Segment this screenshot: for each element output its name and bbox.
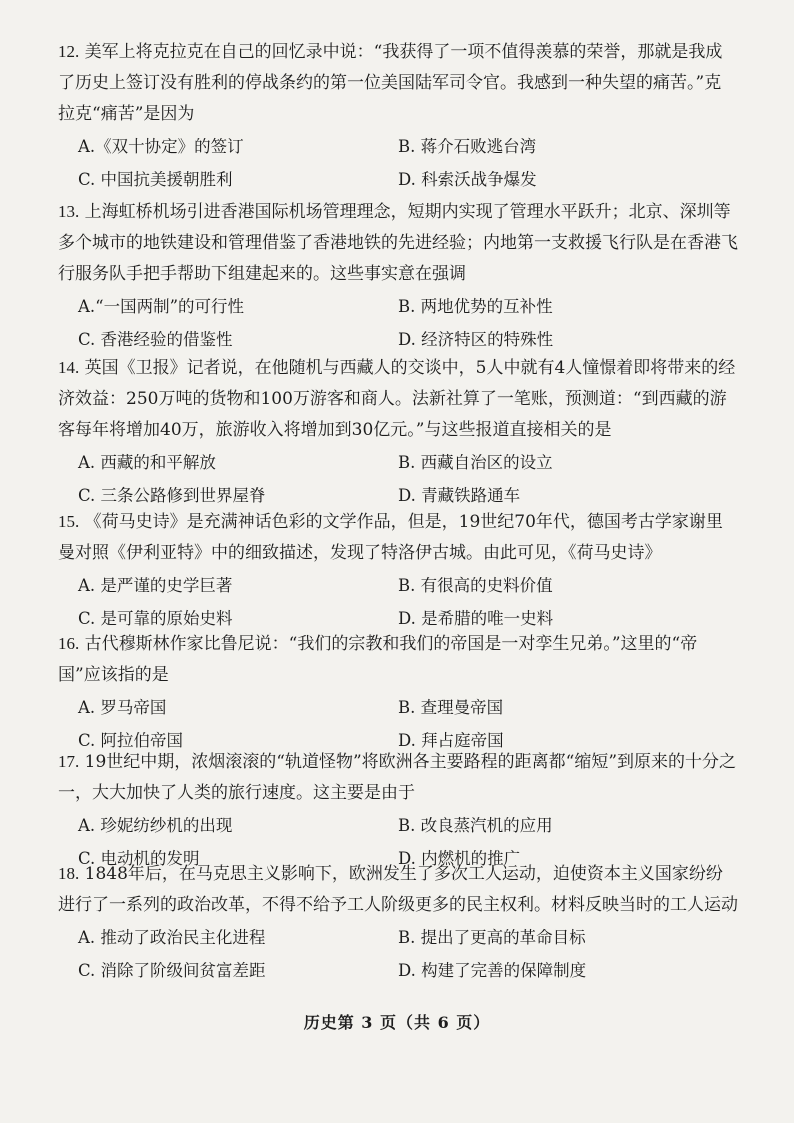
- option-b[interactable]: B. 两地优势的互补性: [398, 297, 553, 316]
- options-list: [78, 921, 738, 987]
- options-list: [78, 290, 738, 356]
- question-18: [58, 858, 738, 987]
- option-d[interactable]: D. 经济特区的特殊性: [398, 330, 554, 349]
- option-a[interactable]: A. 推动了政治民主化进程: [78, 928, 266, 947]
- option-a[interactable]: A. 西藏的和平解放: [78, 453, 216, 472]
- option-d[interactable]: D. 科索沃战争爆发: [398, 170, 537, 189]
- question-number: 12.: [58, 42, 80, 61]
- question-text: 1848年后，在马克思主义影响下，欧洲发生了多次工人运动，迫使资本主义国家纷纷进行了一系列的政治改革，不得不给予工人阶级更多的民主权利。材料反映当时的工人运动: [58, 864, 738, 915]
- option-d[interactable]: D. 是希腊的唯一史料: [398, 609, 554, 628]
- question-13: [58, 196, 738, 356]
- option-c[interactable]: C. 是可靠的原始史料: [78, 609, 233, 628]
- option-c[interactable]: C. 香港经验的借鉴性: [78, 330, 233, 349]
- option-d[interactable]: D. 内燃机的推广: [398, 849, 521, 868]
- options-list: [78, 130, 738, 196]
- question-stem: [58, 746, 738, 809]
- question-number: 14.: [58, 358, 80, 377]
- option-b[interactable]: B. 有很高的史料价值: [398, 576, 553, 595]
- option-c[interactable]: C. 阿拉伯帝国: [78, 731, 184, 750]
- question-text: 美军上将克拉克在自己的回忆录中说：“我获得了一项不值得羡慕的荣誉，那就是我成了历史上签订没有胜利的停战条约的第一位美国陆军司令官。我感到一种失望的痛苦。”克拉克“痛苦”是因为: [58, 42, 723, 124]
- option-c[interactable]: C. 三条公路修到世界屋脊: [78, 486, 266, 505]
- option-b[interactable]: B. 查理曼帝国: [398, 698, 504, 717]
- question-stem: [58, 352, 738, 446]
- question-text: 英国《卫报》记者说，在他随机与西藏人的交谈中，5人中就有4人憧憬着即将带来的经济效益：250万吨的货物和100万游客和商人。法新社算了一笔账，预测道：“到西藏的游客每年将增加40万，旅游收入将增加到30亿元。”与这些报道直接相关的是: [58, 358, 736, 440]
- question-number: 15.: [58, 512, 80, 531]
- question-number: 18.: [58, 864, 80, 883]
- question-text: 古代穆斯林作家比鲁尼说：“我们的宗教和我们的帝国是一对孪生兄弟。”这里的“帝国”应该指的是: [58, 634, 698, 685]
- question-number: 13.: [58, 202, 80, 221]
- option-b[interactable]: B. 蒋介石败逃台湾: [398, 137, 537, 156]
- question-text: 19世纪中期，浓烟滚滚的“轨道怪物”将欧洲各主要路程的距离都“缩短”到原来的十分之一，大大加快了人类的旅行速度。这主要是由于: [58, 752, 737, 803]
- option-a[interactable]: A. 罗马帝国: [78, 698, 167, 717]
- options-list: [78, 569, 738, 635]
- question-text: 《荷马史诗》是充满神话色彩的文学作品，但是，19世纪70年代，德国考古学家谢里曼对照《伊利亚特》中的细致描述，发现了特洛伊古城。由此可见，《荷马史诗》: [58, 512, 723, 563]
- question-stem: [58, 36, 738, 130]
- question-stem: [58, 628, 738, 691]
- question-16: [58, 628, 738, 757]
- question-stem: [58, 858, 738, 921]
- question-stem: [58, 196, 738, 290]
- question-text: 上海虹桥机场引进香港国际机场管理理念，短期内实现了管理水平跃升；北京、深圳等多个城市的地铁建设和管理借鉴了香港地铁的先进经验；内地第一支救援飞行队是在香港飞行服务队手把手帮助下组建起来的。这些事实意在强调: [58, 202, 738, 284]
- option-a[interactable]: A. 是严谨的史学巨著: [78, 576, 233, 595]
- options-list: [78, 446, 738, 512]
- option-d[interactable]: D. 拜占庭帝国: [398, 731, 504, 750]
- option-c[interactable]: C. 电动机的发明: [78, 849, 200, 868]
- option-a[interactable]: A. 珍妮纺纱机的出现: [78, 816, 233, 835]
- question-12: [58, 36, 738, 196]
- question-17: [58, 746, 738, 875]
- option-b[interactable]: B. 改良蒸汽机的应用: [398, 816, 553, 835]
- page-footer: 历史第 3 页（共 6 页）: [303, 1013, 491, 1032]
- option-d[interactable]: D. 青藏铁路通车: [398, 486, 521, 505]
- question-15: [58, 506, 738, 635]
- option-a[interactable]: A.“一国两制”的可行性: [78, 297, 245, 316]
- question-number: 17.: [58, 752, 80, 771]
- question-stem: [58, 506, 738, 569]
- option-a[interactable]: A.《双十协定》的签订: [78, 137, 244, 156]
- option-b[interactable]: B. 西藏自治区的设立: [398, 453, 553, 472]
- question-number: 16.: [58, 634, 80, 653]
- option-d[interactable]: D. 构建了完善的保障制度: [398, 961, 587, 980]
- question-14: [58, 352, 738, 512]
- option-c[interactable]: C. 消除了阶级间贫富差距: [78, 961, 266, 980]
- option-c[interactable]: C. 中国抗美援朝胜利: [78, 170, 233, 189]
- option-b[interactable]: B. 提出了更高的革命目标: [398, 928, 586, 947]
